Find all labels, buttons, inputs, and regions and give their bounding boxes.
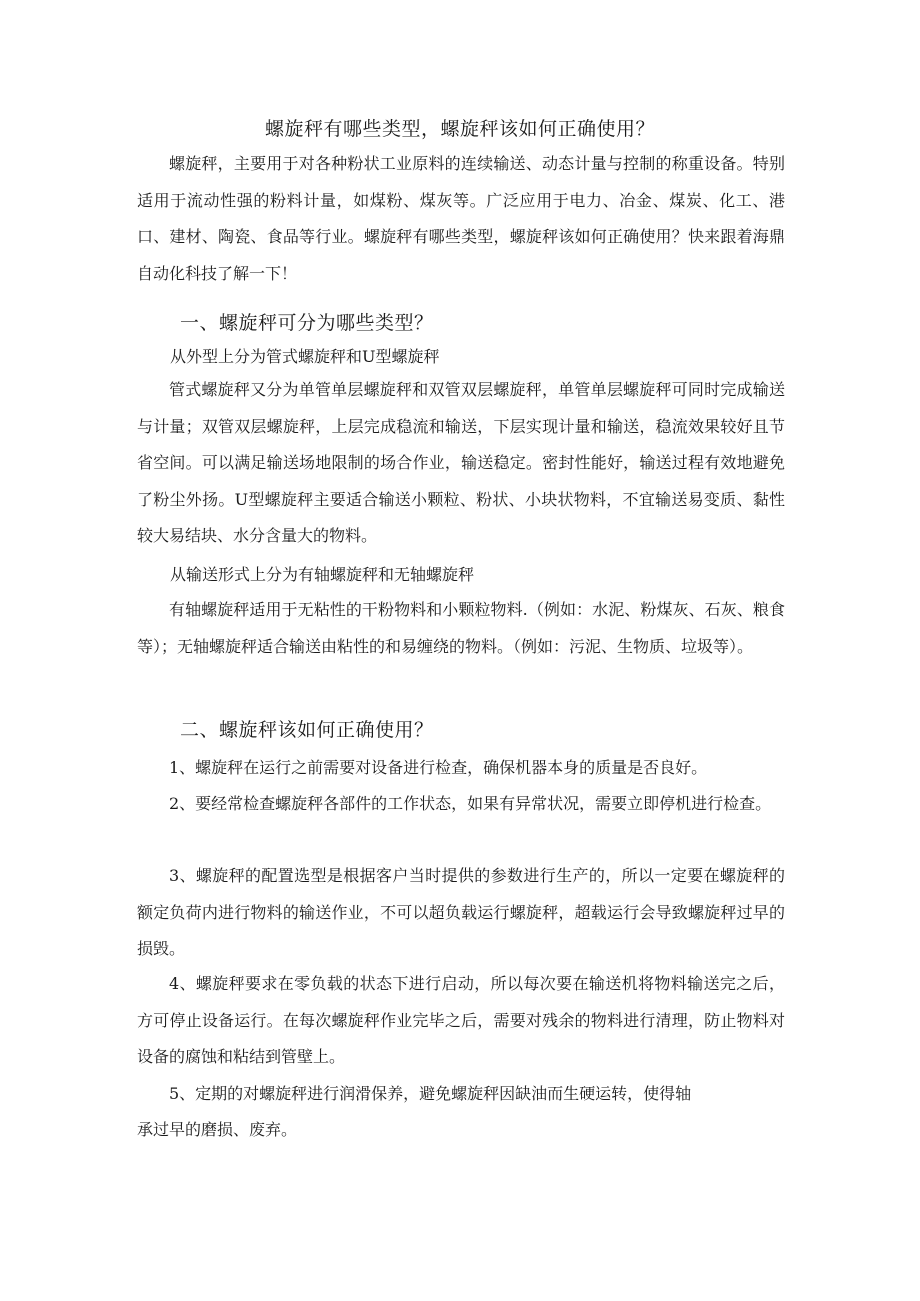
section1-paragraph-form: 有轴螺旋秤适用于无粘性的干粉物料和小颗粒物料.（例如：水泥、粉煤灰、石灰、粮食等）；无轴螺旋秤适合输送由粘性的和易缠绕的物料。（例如：污泥、生物质、垃圾等）。 (137, 600, 785, 656)
usage-item-3: 3、螺旋秤的配置选型是根据客户当时提供的参数进行生产的，所以一定要在螺旋秤的额定负荷内进行物料的输送作业，不可以超负载运行螺旋秤，超载运行会导致螺旋秤过早的损毁。 (137, 866, 785, 959)
usage-item-5-line1: 5、定期的对螺旋秤进行润滑保养，避免螺旋秤因缺油而生硬运转，使得轴 (169, 1084, 692, 1103)
section1-paragraph-shape: 管式螺旋秤又分为单管单层螺旋秤和双管双层螺旋秤，单管单层螺旋秤可同时完成输送与计量；双管双层螺旋秤，上层完成稳流和输送，下层实现计量和输送，稳流效果较好且节省空间。可以满足输送场地限制的场合作业，输送稳定。密封性能好，输送过程有效地避免了粉尘外扬。U型螺旋秤主要适合输送小颗粒、粉状、小块状物料，不宜输送易变质、黏性较大易结块、水分含量大的物料。 (137, 380, 785, 546)
usage-item-2: 2、要经常检查螺旋秤各部件的工作状态，如果有异常状况，需要立即停机进行检查。 (169, 794, 772, 813)
intro-paragraph: 螺旋秤，主要用于对各种粉状工业原料的连续输送、动态计量与控制的称重设备。特别适用于流动性强的粉料计量，如煤粉、煤灰等。广泛应用于电力、冶金、煤炭、化工、港口、建材、陶瓷、食品等行业。螺旋秤有哪些类型，螺旋秤该如何正确使用？快来跟着海鼎自动化科技了解一下！ (137, 154, 785, 283)
section1-subheading-shape: 从外型上分为管式螺旋秤和U型螺旋秤 (170, 347, 440, 366)
section1-heading: 一、螺旋秤可分为哪些类型？ (180, 312, 434, 334)
section1-subheading-form: 从输送形式上分为有轴螺旋秤和无轴螺旋秤 (170, 565, 475, 584)
usage-item-5-line2: 承过早的磨损、废弃。 (137, 1120, 298, 1139)
usage-item-1: 1、螺旋秤在运行之前需要对设备进行检查，确保机器本身的质量是否良好。 (169, 758, 708, 777)
section2-heading: 二、螺旋秤该如何正确使用？ (180, 719, 434, 741)
usage-item-4: 4、螺旋秤要求在零负载的状态下进行启动，所以每次要在输送机将物料输送完之后，方可停止设备运行。在每次螺旋秤作业完毕之后，需要对残余的物料进行清理，防止物料对设备的腐蚀和粘结到管壁上。 (137, 974, 785, 1067)
document-title: 螺旋秤有哪些类型，螺旋秤该如何正确使用？ (264, 118, 655, 140)
